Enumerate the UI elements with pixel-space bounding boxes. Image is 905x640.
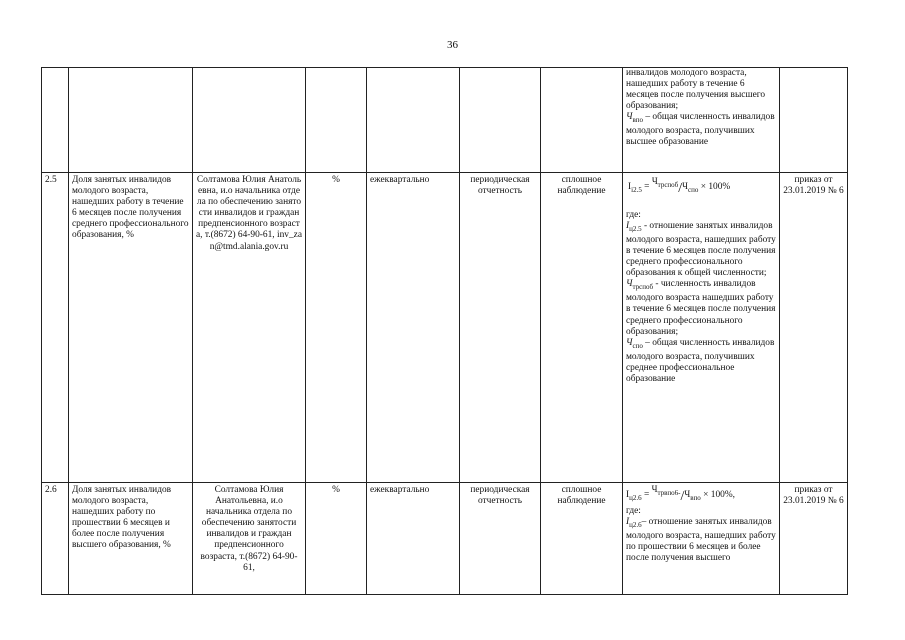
frequency: ежеквартально	[367, 483, 460, 595]
table-row	[42, 483, 848, 595]
observation-type: сплошное наблюдение	[541, 483, 623, 595]
indicators-table	[41, 67, 848, 595]
table-row	[42, 173, 848, 483]
page-number: 36	[447, 39, 458, 51]
order-reference: приказ от 23.01.2019 № 6	[780, 483, 848, 595]
definition: $I_{ц2.5}$ - отношение занятых инвалидов молодого возраста, нашедших работу в течение 6 месяцев после получения среднего профессионального образования к общей численности;	[626, 221, 776, 279]
observation-type: сплошное наблюдение	[541, 173, 623, 483]
indicator-name: Доля занятых инвалидов молодого возраста, нашедших работу в течение 6 месяцев после получения среднего профессионального образования, %	[69, 173, 193, 483]
method-cell	[623, 173, 780, 483]
responsible-person: Солтамова Юлия Анатольевна, и.о начальника отдела по обеспечению занятости инвалидов и граждан предпенсионного возраста, т.(8672) 64-90-61,	[193, 483, 306, 595]
data-source: периодическая отчетность	[460, 173, 541, 483]
definition: $Ч_{спо}$ – общая численность инвалидов молодого возраста, получивших среднее профессиональное образование	[626, 337, 775, 384]
unit: %	[306, 173, 367, 483]
row-number: 2.6	[42, 483, 69, 595]
method-cell	[623, 68, 780, 173]
definition: $Ч_{трспоб}$ - численность инвалидов молодого возраста нашедших работу в течение 6 месяцев после получения среднего профессионального образования;	[626, 279, 776, 337]
method-cell	[623, 483, 780, 595]
unit: %	[306, 483, 367, 595]
table-row	[42, 68, 848, 173]
indicator-name: Доля занятых инвалидов молодого возраста, нашедших работу по прошествии 6 месяцев и более после получения высшего образования, %	[69, 483, 193, 595]
definition: $Ч_{впо}$ – общая численность инвалидов молодого возраста, получивших высшее образование	[626, 112, 775, 148]
order-reference: приказ от 23.01.2019 № 6	[780, 173, 848, 483]
definition: $I_{ц2.6}-$ отношение занятых инвалидов молодого возраста, нашедших работу по прошествии 6 месяцев и более после получения высшего	[626, 517, 776, 564]
where-label: где:	[626, 505, 641, 516]
formula: $I_{i2.5}$ = $Ч_{трспоб}$ / $Ч_{спо}$ × 100%	[628, 176, 731, 196]
row-number: 2.5	[42, 173, 69, 483]
frequency: ежеквартально	[367, 173, 460, 483]
method-text: инвалидов молодого возраста, нашедших работу в течение 6 месяцев после получения высшего образования;	[626, 68, 766, 112]
responsible-person: Солтамова Юлия Анатольевна, и.о начальника отдела по обеспечению занятости инвалидов и граждан предпенсионного возраста, т.(8672) 64-90-61, inv_zan@tmd.alania.gov.ru	[193, 173, 306, 483]
data-source: периодическая отчетность	[460, 483, 541, 595]
formula: $I_{ц2.6}$ = $Ч_{трвпо6-}$ / $Ч_{впо}$ × 100%,	[626, 484, 736, 504]
where-label: где:	[626, 209, 641, 220]
